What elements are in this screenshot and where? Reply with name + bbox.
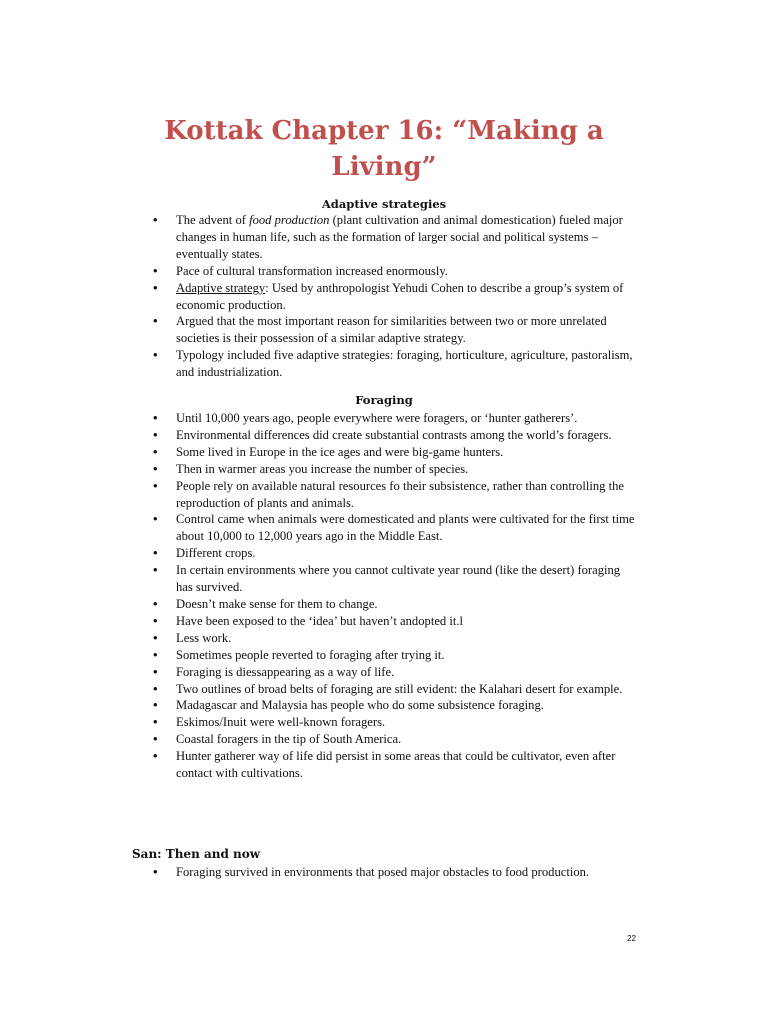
section-heading-foraging: Foraging — [355, 393, 413, 407]
list-item: • Until 10,000 years ago, people everywhere were foragers, or ‘hunter gatherers’. — [130, 410, 638, 427]
foraging-list — [130, 410, 638, 782]
list-item: • Eskimos/Inuit were well-known foragers. — [130, 714, 638, 731]
list-item: • Foraging is diessappearing as a way of life. — [130, 664, 638, 681]
list-item: • Two outlines of broad belts of foraging are still evident: the Kalahari desert for example. — [130, 681, 638, 698]
list-item: • Have been exposed to the ‘idea’ but haven’t andopted it.l — [130, 613, 638, 630]
list-item: • Some lived in Europe in the ice ages and were big-game hunters. — [130, 444, 638, 461]
list-item: • Environmental differences did create substantial contrasts among the world’s foragers. — [130, 427, 638, 444]
list-item: • The advent of food production (plant cultivation and animal domestication) fueled major changes in human life, such as the formation of larger social and political systems – eventually states. — [130, 212, 638, 263]
list-item: • Less work. — [130, 630, 638, 647]
san-list — [130, 864, 638, 881]
list-item: • Control came when animals were domesticated and plants were cultivated for the first time about 10,000 to 12,000 years ago in the Middle East. — [130, 511, 638, 545]
list-item: • Madagascar and Malaysia has people who do some subsistence foraging. — [130, 697, 638, 714]
section-heading-san-then-and-now: San: Then and now — [132, 847, 261, 861]
list-item: • Foraging survived in environments that posed major obstacles to food production. — [130, 864, 638, 881]
list-item: • Different crops. — [130, 545, 638, 562]
section-heading-adaptive-strategies: Adaptive strategies — [321, 197, 447, 211]
list-item: • Coastal foragers in the tip of South America. — [130, 731, 638, 748]
page-number: 22 — [627, 934, 636, 943]
list-item: • In certain environments where you cannot cultivate year round (like the desert) foraging has survived. — [130, 562, 638, 596]
page-title: Kottak Chapter 16: “Making a Living” — [164, 116, 604, 182]
list-item: • Hunter gatherer way of life did persist in some areas that could be cultivator, even after contact with cultivations. — [130, 748, 638, 782]
list-item: • People rely on available natural resources fo their subsistence, rather than controlling the reproduction of plants and animals. — [130, 478, 638, 512]
list-item: • Then in warmer areas you increase the number of species. — [130, 461, 638, 478]
list-item: • Adaptive strategy: Used by anthropologist Yehudi Cohen to describe a group’s system of economic production. — [130, 280, 638, 314]
list-item: • Argued that the most important reason for similarities between two or more unrelated societies is their possession of a similar adaptive strategy. — [130, 313, 638, 347]
list-item: • Sometimes people reverted to foraging after trying it. — [130, 647, 638, 664]
list-item: • Pace of cultural transformation increased enormously. — [130, 263, 638, 280]
list-item: • Typology included five adaptive strategies: foraging, horticulture, agriculture, pastoralism, and industrialization. — [130, 347, 638, 381]
adaptive-strategies-list — [130, 212, 638, 381]
list-item: • Doesn’t make sense for them to change. — [130, 596, 638, 613]
